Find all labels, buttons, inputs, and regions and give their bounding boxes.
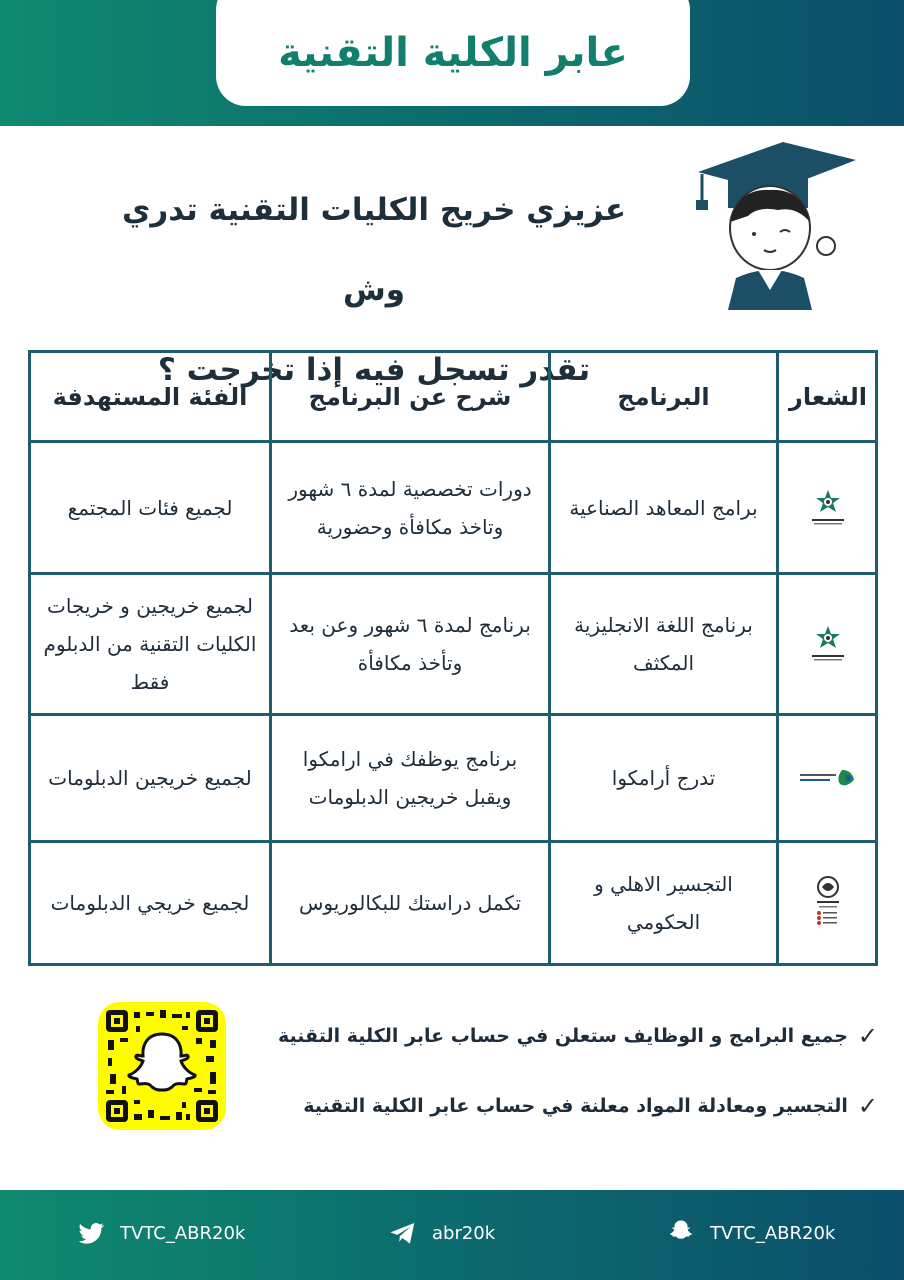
note-1-text: جميع البرامج و الوظايف ستعلن في حساب عابر الكلية التقنية bbox=[277, 1025, 848, 1047]
headline-line-2: تقدر تسجل فيه إذا تخرجت ؟ bbox=[157, 352, 591, 388]
header-program: البرنامج bbox=[551, 353, 779, 443]
note-1 bbox=[278, 1022, 878, 1050]
row-3-program: تدرج أرامكوا bbox=[551, 716, 779, 843]
row-1-description: دورات تخصصية لمدة ٦ شهور وتاخذ مكافأة وحضورية bbox=[272, 443, 551, 575]
snapchat-handle-text: TVTC_ABR20k bbox=[710, 1222, 836, 1244]
title-card bbox=[216, 0, 690, 106]
twitter-handle[interactable] bbox=[76, 1218, 245, 1248]
row-2-logo bbox=[779, 575, 877, 716]
checkmark-icon: ✓ bbox=[857, 1022, 878, 1050]
twitter-handle-text: TVTC_ABR20k bbox=[120, 1222, 246, 1244]
headline-line-1: عزيزي خريج الكليات التقنية تدري وش bbox=[121, 192, 627, 308]
header-description: شرح عن البرنامج bbox=[272, 353, 551, 443]
row-1-target: لجميع فئات المجتمع bbox=[31, 443, 272, 575]
tvtc-logo-icon bbox=[808, 623, 848, 665]
telegram-handle-text: abr20k bbox=[432, 1222, 496, 1244]
row-4-program: التجسير الاهلي و الحكومي bbox=[551, 843, 779, 963]
row-1-program: برامج المعاهد الصناعية bbox=[551, 443, 779, 575]
checkmark-icon: ✓ bbox=[857, 1092, 878, 1120]
tvtc-logo-icon bbox=[808, 487, 848, 529]
snapchat-icon bbox=[666, 1218, 696, 1248]
telegram-icon bbox=[388, 1218, 418, 1248]
note-2-text: التجسير ومعادلة المواد معلنة في حساب عابر الكلية التقنية bbox=[303, 1095, 848, 1117]
row-2-target: لجميع خريجين و خريجات الكليات التقنية من الدبلوم فقط bbox=[31, 575, 272, 716]
row-2-program: برنامج اللغة الانجليزية المكثف bbox=[551, 575, 779, 716]
programs-table bbox=[28, 350, 878, 966]
row-3-description: برنامج يوظفك في ارامكوا ويقبل خريجين الدبلومات bbox=[272, 716, 551, 843]
row-1-logo bbox=[779, 443, 877, 575]
snapchat-handle[interactable] bbox=[666, 1218, 835, 1248]
saudi-aramco-logo-icon bbox=[798, 766, 858, 790]
row-3-target: لجميع خريجين الدبلومات bbox=[31, 716, 272, 843]
bridging-logo-icon bbox=[811, 875, 845, 931]
row-4-logo bbox=[779, 843, 877, 963]
row-4-description: تكمل دراستك للبكالوريوس bbox=[272, 843, 551, 963]
header-logo: الشعار bbox=[779, 353, 877, 443]
snapcode[interactable] bbox=[98, 1002, 226, 1130]
row-3-logo bbox=[779, 716, 877, 843]
row-2-description: برنامج لمدة ٦ شهور وعن بعد وتأخذ مكافأة bbox=[272, 575, 551, 716]
snapcode-icon bbox=[98, 1002, 226, 1130]
page-title: عابر الكلية التقنية bbox=[278, 30, 628, 76]
note-2 bbox=[303, 1092, 878, 1120]
twitter-icon bbox=[76, 1218, 106, 1248]
header-target: الفئة المستهدفة bbox=[31, 353, 272, 443]
row-4-target: لجميع خريجي الدبلومات bbox=[31, 843, 272, 963]
graduate-illustration bbox=[688, 130, 858, 310]
telegram-handle[interactable] bbox=[388, 1218, 495, 1248]
